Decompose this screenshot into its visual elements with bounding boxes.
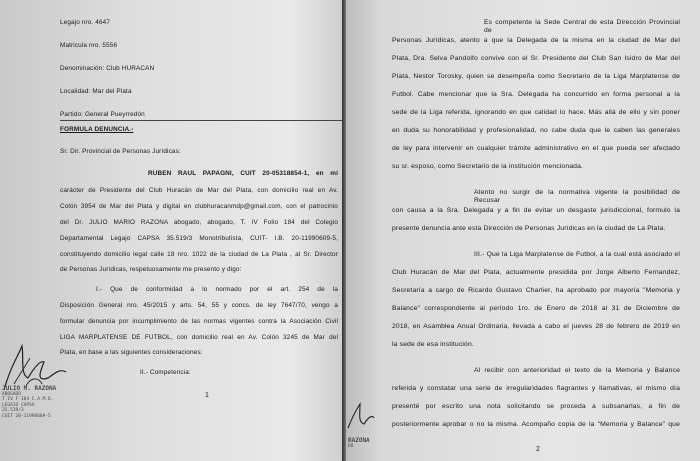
right-para1-line: sede de la Liga referida, ignorando en que calidad lo hace. Más allá de ello y sin poner (392, 109, 680, 116)
right-para3-line: III.- Que la Liga Marplatense de Futbol, a la cual está asociado el (474, 251, 680, 258)
left-para1-line: de Personas Jurídicas, respetuosamente me presento y digo: (60, 266, 242, 273)
right-para2-line: presente denuncia ante esta Dirección de Personas Jurídicas en la ciudad de La Plata. (392, 225, 666, 232)
right-para1-line: Es competente la Sede Central de esta Dirección Provincial de (484, 19, 680, 34)
right-para1-line: Plata, Nestor Torosky, quien se desempeña como Secretario de la Liga Marplatense de (392, 73, 680, 80)
left-para1-line: Colón 3954 de Mar del Plata y digital en clubhuracanmdp@gmail.com, con el patrocinio (60, 203, 338, 210)
right-para4-line: presenté por escrito una nota solicitando se proceda a subsanarlas, a fin de (392, 403, 680, 410)
lawyer-stamp: RAZONA DO (348, 437, 370, 449)
page-number: 1 (205, 392, 209, 399)
right-para1-line: Plata, Dra. Selva Pandolfo convive con el Sr. Presidente del Club San Isidro de Mar del (392, 55, 680, 62)
right-para2-line: con causa a la Sra. Delegada y a fin de evitar un desgaste jurisdiccional, formulo la (392, 207, 680, 214)
left-page (0, 0, 342, 461)
legajo-field: Legajo nro. 4647 (60, 19, 111, 26)
right-para3-line: Club Huracán de Mar del Plata, actualmente presidida por Jorge Alberto Fernandez, (392, 269, 680, 276)
right-para4-line: Al recibir con anterioridad el texto de la Memoria y Balance (474, 367, 680, 374)
right-para1-line: de ley para intervenir en cualquier trámite administrativo en el que pueda ser afectado (392, 145, 680, 152)
right-para2-line: Atento no surgir de la normativa vigente la posibilidad de Recusar (474, 189, 680, 204)
document-heading: FORMULA DENUNCIA.- (60, 126, 134, 133)
header-divider (60, 120, 342, 121)
left-para2-line: Disposición General nro. 45/2015 y arts. 54, 55 y concs. de ley 7647/70, vengo a (60, 302, 338, 309)
right-para1-line: en duda su honorabilidad y profesionalidad, no cabe duda que le caben las generales (392, 127, 680, 134)
right-para1-line: Futbol. Cabe mencionar que la Sra. Delegada ha concurrido en forma personal a la (392, 91, 680, 98)
page-number: 2 (536, 446, 540, 453)
left-para1-line: Departamental Legajo CAPSA 35.519/3 Monotributista, CUIT- I.B. 20-11990609-5, (60, 235, 338, 242)
left-para1-line: constituyendo domicilio legal calle 18 nro. 1022 de la ciudad de La Plata , al Sr. Director (60, 251, 338, 258)
section-competencia: II.- Competencia: (140, 369, 191, 376)
left-para2-line: I.- Que de conformidad a lo normado por el art. 254 de la (96, 286, 338, 293)
signature-icon (346, 400, 376, 432)
right-para3-line: la sede de esa institución. (392, 341, 474, 348)
denominacion-field: Denominación: Club HURACAN (60, 65, 155, 72)
right-para4-line: referida y constatar una serie de irregularidades flagrantes y llamativas, el mismo día (392, 385, 680, 392)
right-para4-line: posteriormente aprobar o no la misma. Acompaño copia de la "Memoria y Balance" que (392, 421, 680, 428)
localidad-field: Localidad: Mar del Plata (60, 88, 132, 95)
right-para1-line: su sr. esposo, como Secretario de la institución mencionada. (392, 163, 584, 170)
right-page (346, 0, 700, 461)
presenter-line: RUBEN RAUL PAPAGNI, CUIT 20-05318854-1, en mi (148, 170, 338, 177)
partido-field: Partido: General Pueyrredón (60, 111, 145, 118)
left-para2-line: Plata, en base a las siguientes consideraciones: (60, 349, 203, 356)
left-para1-line: del Dr. JULIO MARIO RAZONA abogado, abogado, T. IV Folio 184 del Colegio (60, 219, 338, 226)
left-para2-line: LIGA MARPLATENSE DE FUTBOL, con domicilio real en Av. Colón 3245 de Mar del (60, 334, 338, 341)
right-para1-line: Personas Jurídicas, atento a que la Delegada de la misma en la ciudad de Mar del (392, 37, 680, 44)
left-para2-line: formular denuncia por incumplimiento de las normas vigentes contra la Asociación Civil (60, 318, 338, 325)
right-para3-line: 2018, en Asamblea Anual Ordinaria, llevada a cabo el jueves 28 de febrero de 2019 en (392, 323, 680, 330)
addressee: Sr. Dir. Provincial de Personas Jurídicas: (60, 148, 181, 155)
matricula-field: Matricula nro. 5556 (60, 42, 118, 49)
right-para3-line: Secretaría a cargo de Ricardo Gustavo Charlier, ha aprobado por mayoría "Memoria y (392, 287, 680, 294)
lawyer-stamp: JULIO M. RAZONA ABOGADO T IV F 184 C.A.M.D. LEGAJO CAPSA 35.519/3 CUIT 20-11990609-5 (2, 385, 57, 419)
left-para1-line: carácter de Presidente del Club Huracán de Mar del Plata, con domicilio real en Av. (60, 187, 338, 194)
right-para3-line: Balance" correspondiente al período 1ro. de Enero de 2018 al 31 de Diciembre de (392, 305, 680, 312)
